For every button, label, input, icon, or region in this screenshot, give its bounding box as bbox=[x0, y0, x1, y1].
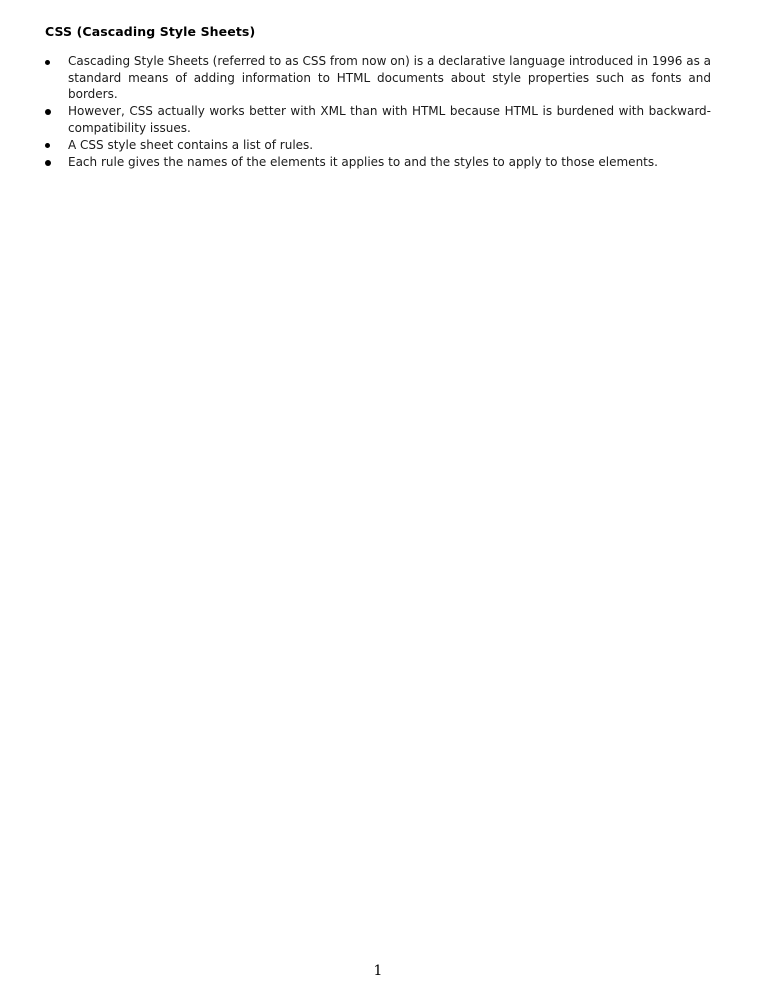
bullet-text: Each rule gives the names of the elements it applies to and the styles to apply to those elements. bbox=[68, 154, 658, 169]
bullet-text: Cascading Style Sheets (referred to as CSS from now on) is a declarative language introduced in 1996 as a standard means of adding information to HTML documents about style properties such as fonts and borders. bbox=[68, 54, 711, 101]
list-item bbox=[45, 154, 711, 171]
bullet-icon bbox=[45, 160, 51, 166]
list-item bbox=[45, 103, 711, 136]
bullet-icon bbox=[45, 60, 50, 65]
bullet-list bbox=[45, 53, 711, 170]
bullet-icon bbox=[45, 109, 51, 115]
bullet-text: A CSS style sheet contains a list of rules. bbox=[68, 137, 314, 152]
page-number: 1 bbox=[373, 963, 383, 979]
list-item bbox=[45, 137, 711, 154]
bullet-text: However, CSS actually works better with XML than with HTML because HTML is burdened with backward-compatibility issues. bbox=[68, 104, 711, 135]
list-item bbox=[45, 53, 711, 103]
document-title: CSS (Cascading Style Sheets) bbox=[45, 24, 256, 39]
bullet-icon bbox=[45, 143, 50, 148]
